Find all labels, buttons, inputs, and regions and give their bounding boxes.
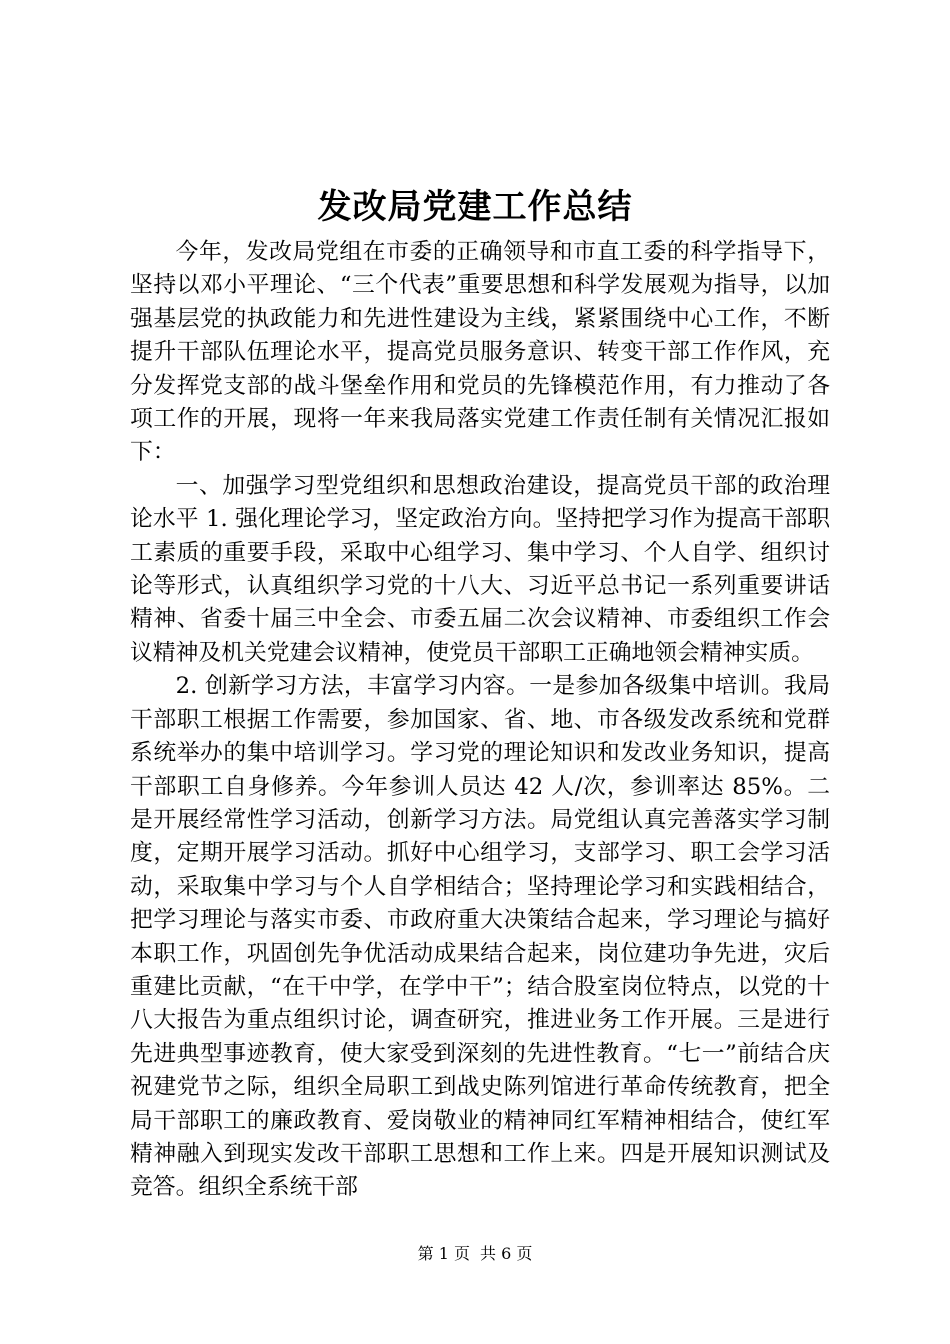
page-total: 共 6 页 bbox=[480, 1244, 533, 1263]
paragraph-section-one: 一、加强学习型党组织和思想政治建设，提高党员干部的政治理论水平 1. 强化理论学习，坚定政治方向。坚持把学习作为提高干部职工素质的重要手段，采取中心组学习、集中学习、个人自学、组织讨论等形式，认真组织学习党的十八大、习近平总书记一系列重要讲话精神、省委十届三中全会、市委五届二次会议精神、市委组织工作会议精神及机关党建会议精神，使党员干部职工正确地领会精神实质。 bbox=[130, 472, 830, 666]
page-number: 第 1 页 bbox=[417, 1244, 470, 1263]
page-footer bbox=[0, 1242, 950, 1266]
document-title: 发改局党建工作总结 bbox=[317, 187, 633, 227]
document-body bbox=[130, 236, 830, 1205]
paragraph-section-two: 2. 创新学习方法，丰富学习内容。一是参加各级集中培训。我局干部职工根据工作需要，参加国家、省、地、市各级发改系统和党群系统举办的集中培训学习。学习党的理论知识和发改业务知识，提高干部职工自身修养。今年参训人员达 42 人/次，参训率达 85%。二是开展经常性学习活动，创新学习方法。局党组认真完善落实学习制度，定期开展学习活动。抓好中心组学习，支部学习、职工会学习活动，采取集中学习与个人自学相结合；坚持理论学习和实践相结合，把学习理论与落实市委、市政府重大决策结合起来，学习理论与搞好本职工作，巩固创先争优活动成果结合起来，岗位建功争先进，灾后重建比贡献，“在干中学，在学中干”；结合股室岗位特点，以党的十八大报告为重点组织讨论，调查研究，推进业务工作开展。三是进行先进典型事迹教育，使大家受到深刻的先进性教育。“七一”前结合庆祝建党节之际，组织全局职工到战史陈列馆进行革命传统教育，把全局干部职工的廉政教育、爱岗敬业的精神同红军精神相结合，使红军精神融入到现实发改干部职工思想和工作上来。四是开展知识测试及竞答。组织全系统干部 bbox=[130, 673, 830, 1201]
paragraph-intro: 今年，发改局党组在市委的正确领导和市直工委的科学指导下，坚持以邓小平理论、“三个代表”重要思想和科学发展观为指导，以加强基层党的执政能力和先进性建设为主线，紧紧围绕中心工作，不断提升干部队伍理论水平，提高党员服务意识、转变干部工作作风，充分发挥党支部的战斗堡垒作用和党员的先锋模范作用，有力推动了各项工作的开展，现将一年来我局落实党建工作责任制有关情况汇报如下： bbox=[130, 239, 830, 466]
